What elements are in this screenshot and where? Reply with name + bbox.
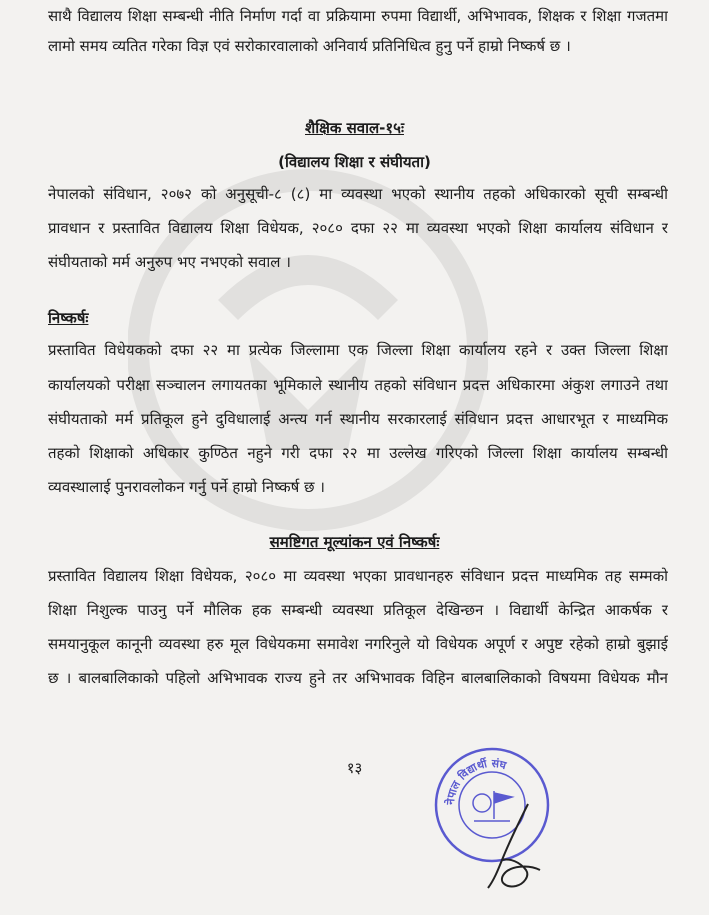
question-line: नेपालको संविधान, २०७२ को अनुसूची-८ (८) मा व्यवस्था भएको स्थानीय तहको अधिकारको सूची सम्बन्धी [48,185,668,203]
summary-line: शिक्षा निशुल्क पाउनु पर्ने मौलिक हक सम्बन्धी व्यवस्था प्रतिकूल देखिन्छन । विद्यार्थी केन्द्रित आकर्षक र [48,601,668,619]
summary-line: प्रस्तावित विद्यालय शिक्षा विधेयक, २०८० मा व्यवस्था भएका प्रावधानहरु संविधान प्रदत्त माध्यमिक तह सम्मको [48,567,668,585]
conclusion-line: संघीयताको मर्म प्रतिकूल हुने दुविधालाई अन्त्य गर्न स्थानीय सरकारलाई संविधान प्रदत्त आधारभूत र माध्यमिक [48,410,668,428]
stamp-text: नेपाल विद्यार्थी संघ [443,756,508,806]
question-line: प्रावधान र प्रस्तावित विद्यालय शिक्षा विधेयक, २०८० दफा २२ मा व्यवस्था भएको शिक्षा कार्यालय संविधान र [48,219,668,237]
conclusion-line: कार्यालयको परीक्षा सञ्चालन लगायतका भूमिकाले स्थानीय तहको संविधान प्रदत्त अधिकारमा अंकुश लगाउने तथा [48,376,668,394]
intro-line: साथै विद्यालय शिक्षा सम्बन्धी नीति निर्माण गर्दा वा प्रक्रियामा रुपमा विद्यार्थी, अभिभावक, शिक्षक र शिक्षा गजतमा [48,7,668,25]
question-subtitle: (विद्यालय शिक्षा र संघीयता) [278,153,431,171]
conclusion-line: तहको शिक्षाको अधिकार कुण्ठित नहुने गरी दफा २२ मा उल्लेख गरिएको जिल्ला शिक्षा कार्यालय सम्बन्धी [48,444,668,462]
summary-line: छ । बालबालिकाको पहिलो अभिभावक राज्य हुने तर अभिभावक विहिन बालबालिकाको विषयमा विधेयक मौन [48,669,668,687]
intro-line: लामो समय व्यतित गरेका विज्ञ एवं सरोकारवालाको अनिवार्य प्रतिनिधित्व हुनु पर्ने हाम्रो निष्कर्ष छ । [48,37,571,55]
summary-line: समयानुकूल कानूनी व्यवस्था हरु मूल विधेयकमा समावेश नगरिनुले यो विधेयक अपूर्ण र अपुष्ट रहेको हाम्रो बुझाई [48,635,668,653]
conclusion-line: प्रस्तावित विधेयकको दफा २२ मा प्रत्येक जिल्लामा एक जिल्ला शिक्षा कार्यालय रहने र उक्त जिल्ला शिक्षा [48,341,668,359]
question-title: शैक्षिक सवाल-१५ः [305,119,404,137]
conclusion-heading: निष्कर्षः [48,309,89,327]
conclusion-line: व्यवस्थालाई पुनरावलोकन गर्नु पर्ने हाम्रो निष्कर्ष छ । [48,478,325,496]
signature-icon [480,800,550,895]
question-line: संघीयताको मर्म अनुरुप भए नभएको सवाल । [48,253,291,271]
summary-heading: समष्टिगत मूल्यांकन एवं निष्कर्षः [269,533,440,551]
page-number: १३ [346,759,363,777]
